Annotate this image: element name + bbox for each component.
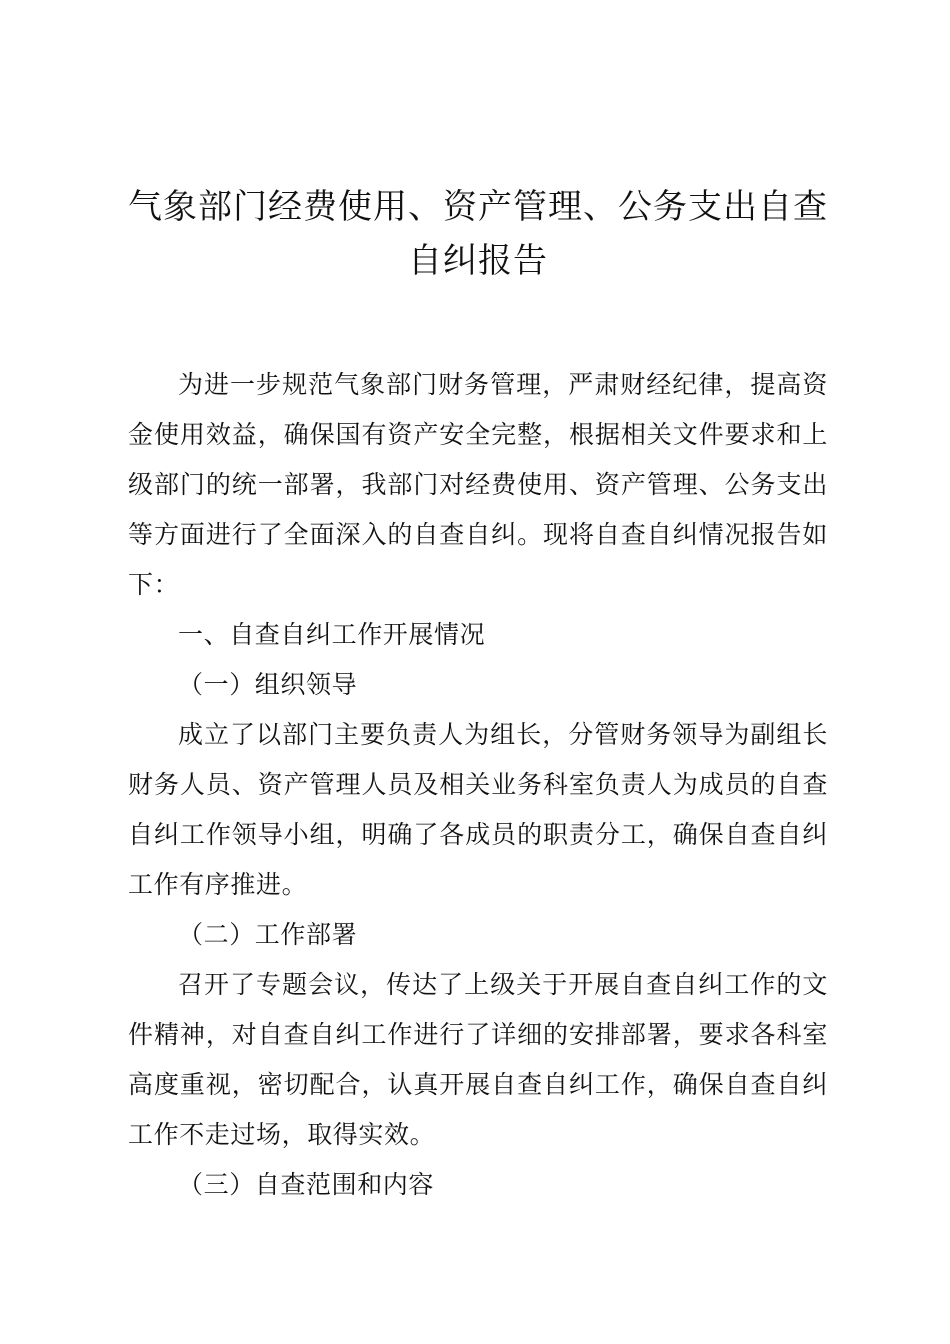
section-heading-1: 一、自查自纠工作开展情况 <box>178 620 486 649</box>
document-body <box>128 360 828 1210</box>
subsection-heading-organization: （一）组织领导 <box>178 670 358 699</box>
deployment-paragraph: 召开了专题会议，传达了上级关于开展自查自纠工作的文件精神，对自查自纠工作进行了详细的安排部署，要求各科室高度重视，密切配合，认真开展自查自纠工作，确保自查自纠工作不走过场，取得实效。 <box>128 970 828 1149</box>
subsection-heading-deployment: （二）工作部署 <box>178 920 358 949</box>
subsection-heading-scope: （三）自查范围和内容 <box>178 1170 435 1199</box>
organization-paragraph: 成立了以部门主要负责人为组长，分管财务领导为副组长财务人员、资产管理人员及相关业务科室负责人为成员的自查自纠工作领导小组，明确了各成员的职责分工，确保自查自纠工作有序推进。 <box>128 720 828 899</box>
document-page <box>128 180 828 1210</box>
document-title <box>128 180 828 288</box>
title-line-1: 气象部门经费使用、资产管理、公务支出自查 <box>128 187 828 227</box>
title-line-2: 自纠报告 <box>408 241 548 281</box>
intro-paragraph: 为进一步规范气象部门财务管理，严肃财经纪律，提高资金使用效益，确保国有资产安全完整，根据相关文件要求和上级部门的统一部署，我部门对经费使用、资产管理、公务支出等方面进行了全面深入的自查自纠。现将自查自纠情况报告如下： <box>128 370 828 599</box>
